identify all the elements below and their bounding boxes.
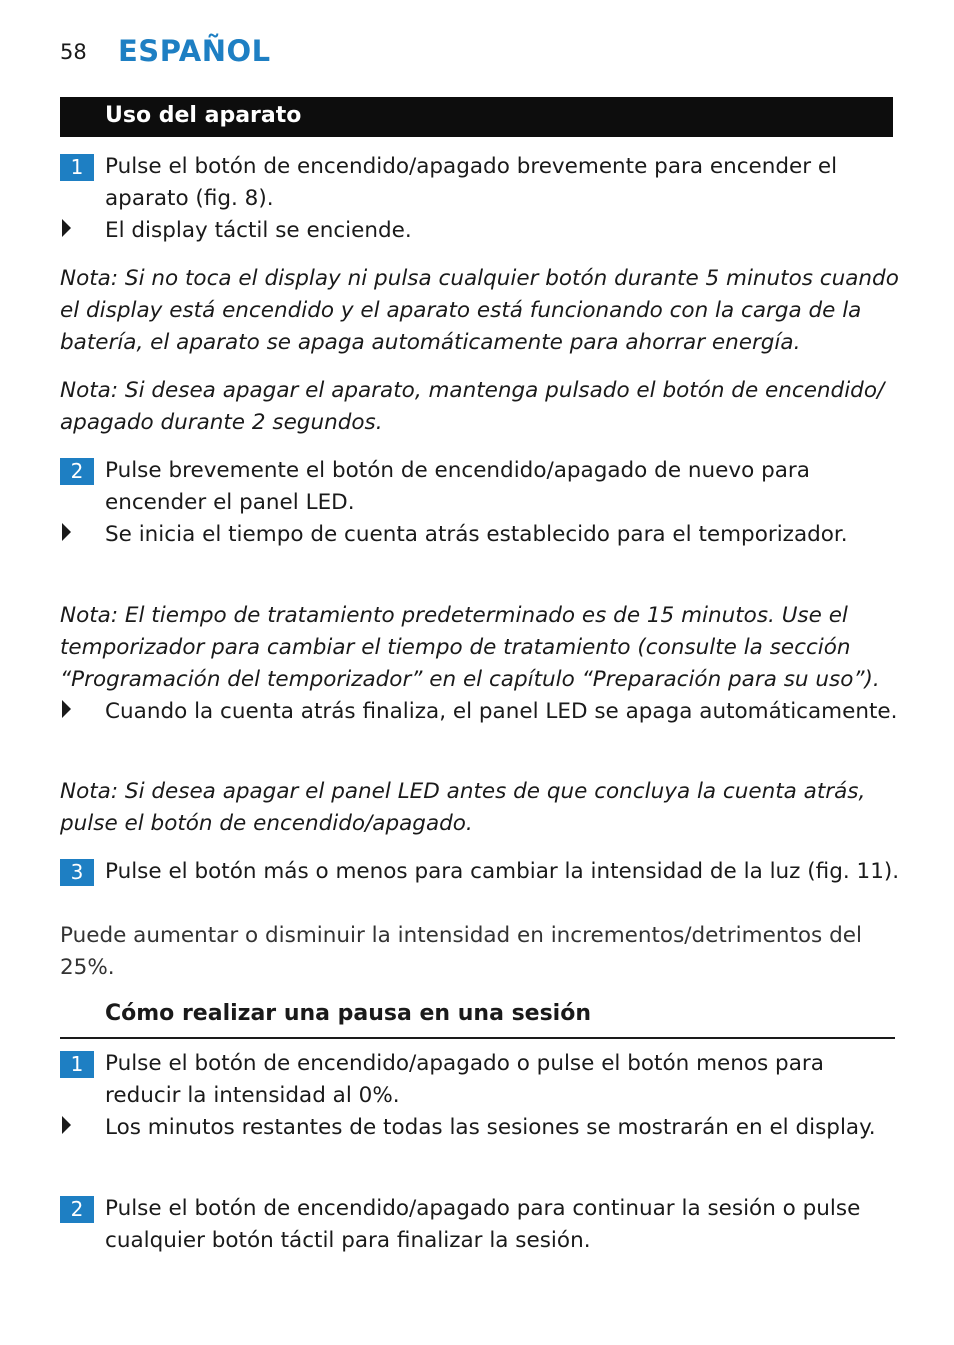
bullet-marker-icon [62, 523, 71, 541]
language-heading: ESPAÑOL [118, 34, 271, 68]
step-text: Pulse el botón de encendido/apagado o pulse el botón menos para reducir la intensidad al 0%. [105, 1051, 824, 1108]
step-text: Pulse el botón de encendido/apagado brevemente para encender el aparato (fig. 8). [105, 154, 838, 211]
page-number: 58 [60, 40, 87, 64]
note-led-off: Nota: Si desea apagar el panel LED antes de que concluya la cuenta atrás, pulse el botón de encendido/apagado. [60, 779, 866, 836]
bullet-marker-icon [62, 700, 71, 718]
bullet-text: El display táctil se enciende. [105, 218, 412, 243]
bullet-marker-icon [62, 1116, 71, 1134]
subsection-heading [60, 997, 895, 1039]
step-number: 1 [60, 1051, 94, 1078]
bullet-marker-icon [62, 219, 71, 237]
step-text: Pulse el botón más o menos para cambiar la intensidad de la luz (fig. 11). [105, 859, 900, 884]
step-number: 2 [60, 1196, 94, 1223]
subsection-title: Cómo realizar una pausa en una sesión [105, 1001, 591, 1026]
step-number: 2 [60, 458, 94, 485]
step-number: 3 [60, 859, 94, 886]
note-treatment-time: Nota: El tiempo de tratamiento predeterminado es de 15 minutos. Use el temporizador para cambiar el tiempo de tratamiento (consulte la sección “Programación del temporizador” en el capítulo “Preparación para su uso”). [60, 603, 880, 692]
note-power-off: Nota: Si desea apagar el aparato, mantenga pulsado el botón de encendido/ apagado durante 2 segundos. [60, 378, 885, 435]
bullet-text: Los minutos restantes de todas las sesiones se mostrarán en el display. [105, 1115, 876, 1140]
bullet-text: Se inicia el tiempo de cuenta atrás establecido para el temporizador. [105, 522, 848, 547]
intensity-paragraph: Puede aumentar o disminuir la intensidad en incrementos/detrimentos del 25%. [60, 923, 862, 980]
note-auto-off: Nota: Si no toca el display ni pulsa cualquier botón durante 5 minutos cuando el display está encendido y el aparato está funcionando con la carga de la batería, el aparato se apaga automáticamente para ahorrar energía. [60, 266, 899, 355]
step-number: 1 [60, 154, 94, 181]
bullet-text: Cuando la cuenta atrás finaliza, el panel LED se apaga automáticamente. [105, 699, 898, 724]
section-title: Uso del aparato [105, 103, 302, 128]
step-text: Pulse brevemente el botón de encendido/apagado de nuevo para encender el panel LED. [105, 458, 810, 515]
step-text: Pulse el botón de encendido/apagado para continuar la sesión o pulse cualquier botón táctil para finalizar la sesión. [105, 1196, 861, 1253]
section-title-bar [60, 97, 893, 137]
